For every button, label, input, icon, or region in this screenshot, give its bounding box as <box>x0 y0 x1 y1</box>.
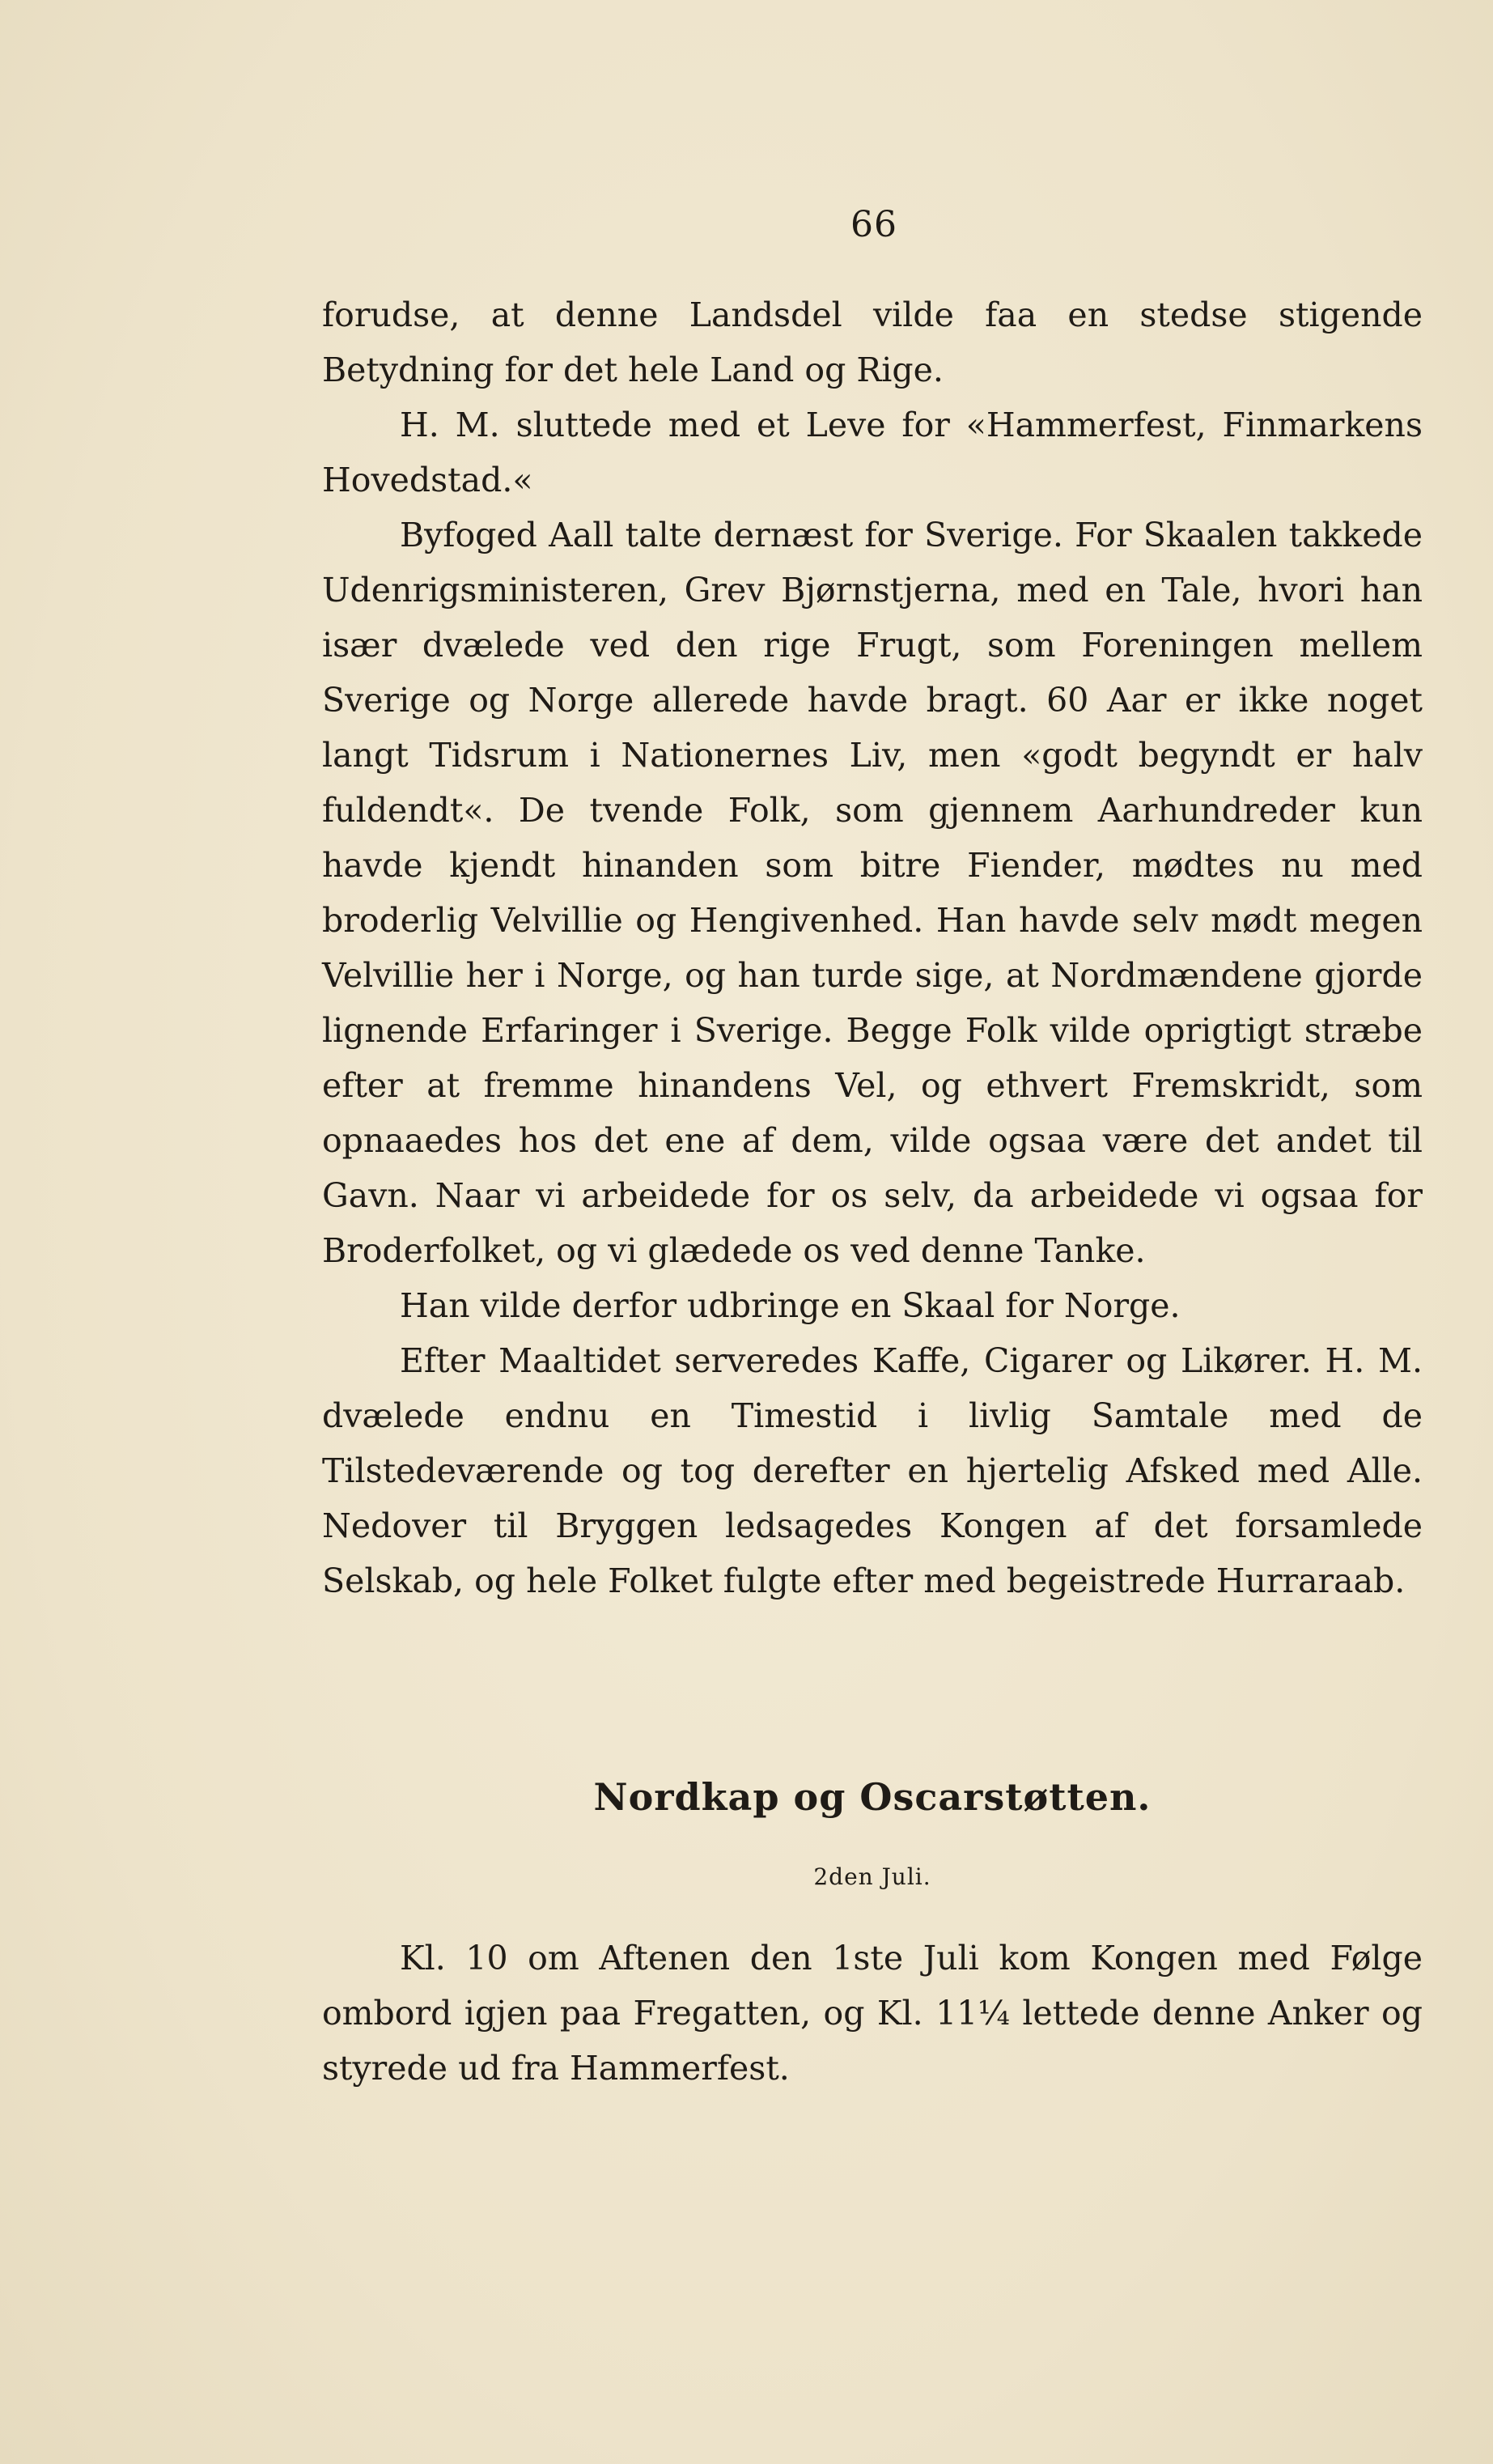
section-text <box>322 1931 1423 2096</box>
page-number: 66 <box>850 204 897 245</box>
body-text <box>322 287 1423 1608</box>
section-title: Nordkap og Oscarstøtten. <box>593 1775 1152 1819</box>
paragraph: Byfoged Aall talte dernæst for Sverige. For Skaalen takkede Udenrigsministeren, Grev Bjørnstjerna, med en Tale, hvori han især dvælede ved den rige Frugt, som Foreningen mellem Sverige og Norge allerede havde bragt. 60 Aar er ikke noget langt Tidsrum i Nationernes Liv, men «godt begyndt er halv fuldendt«. De tvende Folk, som gjennem Aarhundreder kun havde kjendt hinanden som bitre Fiender, mødtes nu med broderlig Velvillie og Hengivenhed. Han havde selv mødt megen Velvillie her i Norge, og han turde sige, at Nordmændene gjorde lignende Erfaringer i Sverige. Begge Folk vilde oprigtigt stræbe efter at fremme hinandens Vel, og ethvert Fremskridt, som opnaaedes hos det ene af dem, vilde ogsaa være det andet til Gavn. Naar vi arbeidede for os selv, da arbeidede vi ogsaa for Broderfolket, og vi glædede os ved denne Tanke. <box>322 516 1423 1270</box>
paragraph: Efter Maaltidet serveredes Kaffe, Cigarer og Likører. H. M. dvælede endnu en Timestid i livlig Samtale med de Tilstedeværende og tog derefter en hjertelig Afsked med Alle. Nedover til Bryggen ledsagedes Kongen af det forsamlede Selskab, og hele Folket fulgte efter med begeistrede Hurraraab. <box>322 1341 1423 1600</box>
paragraph: Han vilde derfor udbringe en Skaal for Norge. <box>400 1286 1181 1325</box>
section-date: 2den Juli. <box>813 1863 931 1890</box>
paragraph: forudse, at denne Landsdel vilde faa en stedse stigende Betydning for det hele Land og Rige. <box>322 295 1423 389</box>
paragraph: H. M. sluttede med et Leve for «Hammerfest, Finmarkens Hovedstad.« <box>322 406 1423 499</box>
paragraph: Kl. 10 om Aftenen den 1ste Juli kom Kongen med Følge ombord igjen paa Fregatten, og Kl. 11¼ lettede denne Anker og styrede ud fra Hammerfest. <box>322 1939 1423 2088</box>
